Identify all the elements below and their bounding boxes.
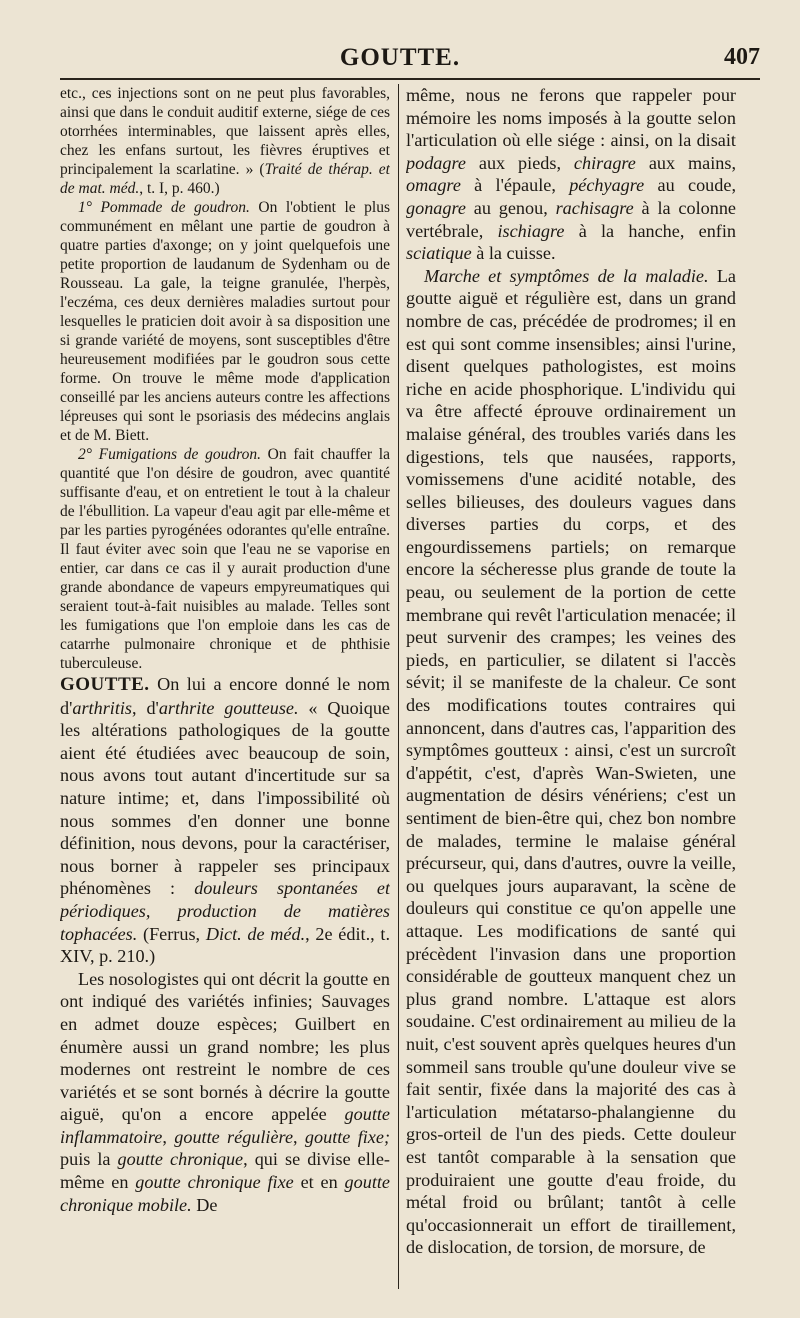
running-title: GOUTTE. — [339, 44, 461, 71]
paragraph-tar-fumigations: 2° Fumigations de goudron. On fait chauffer la quantité que l'on désire de goudron, avec quantité suffisante d'eau, et on entretient le tout à la chaleur de l'ébullition. La vapeur d'eau agit par elle-même et par les parties pyrogénées odorantes qu'elle entraîne. Il faut éviter avec soin que l'eau ne se vaporise en entier, car dans ce cas il y aurait production d'une grande abondance de vapeurs empyreumatiques qui seraient tout-à-fait nuisibles au malade. Telles sont les fumigations que l'on emploie dans les cas de catarrhe pulmonaire chronique et de phthisie tuberculeuse. — [60, 446, 390, 672]
section-subtitle: Marche et symptômes de la maladie. — [424, 265, 709, 286]
header-rule — [60, 78, 760, 80]
paragraph-goutte-names: même, nous ne ferons que rappeler pour mémoire les noms imposés à la goutte selon l'articulation où elle siége : ainsi, on la disait podagre aux pieds, chiragre aux mains, omagre à l'épaule, péchyagre au coude, gonagre au genou, rachisagre à la colonne vertébrale, ischiagre à la hanche, enfin sciatique à la cuisse. — [406, 85, 736, 264]
paragraph-nosologists: Les nosologistes qui ont décrit la goutte en ont indiqué des variétés infinies; Sauvages en admet douze espèces; Guilbert en énumère aussi un grand nombre; les plus modernes ont restreint le nombre de ces variétés et se sont bornés à décrire la goutte aiguë, qu'on a encore appelée goutte inflammatoire, goutte régulière, goutte fixe; puis la goutte chronique, qui se divise elle-même en goutte chronique fixe et en goutte chronique mobile. De — [60, 968, 390, 1215]
entry-heading: GOUTTE. — [60, 674, 150, 695]
paragraph-tar-ointment: 1° Pommade de goudron. On l'obtient le plus communément en mêlant une partie de goudron à quatre parties d'axonge; on y joint quelquefois une petite proportion de laudanum de Sydenham ou de Rousseau. La gale, la teigne granulée, l'herpès, l'eczéma, ces deux dernières maladies surtout pour lesquelles le praticien doit avoir à sa disposition une si grande variété de moyens, sont susceptibles d'être heureusement modifiées par le goudron sous cette forme. On trouve le même mode d'application conseillé par les anciens auteurs contre les affections lépreuses qui sont le psoriasis des médecins anglais et de M. Biett. — [60, 199, 390, 444]
right-column — [406, 84, 736, 1299]
paragraph-tar-injections: etc., ces injections sont on ne peut plus favorables, ainsi que dans le conduit auditif externe, siége de ces otorrhées interminables, que laissent après elles, chez les enfans surtout, les fièvres éruptives et principalement la scarlatine. » (Traité de thérap. et de mat. méd., t. I, p. 460.) — [60, 85, 390, 197]
left-column — [60, 84, 390, 1299]
page-number: 407 — [724, 44, 760, 70]
column-divider — [398, 84, 399, 1289]
paragraph-symptoms: Marche et symptômes de la maladie. La goutte aiguë et régulière est, dans un grand nombre de cas, précédée de prodromes; il en est qui sont comme insensibles; ainsi l'urine, disent quelques pathologistes, est moins riche en acide phosphorique. L'individu qui va être affecté éprouve ordinairement un malaise général, des troubles variés dans les digestions, tels que nausées, rapports, vomissemens d'une acidité notable, des selles bilieuses, des douleurs vagues dans diverses parties du corps, et des engourdissemens partiels; on remarque encore la sécheresse plus grande de toute la peau, ou seulement de la portion de cette membrane qui revêt l'articulation menacée; il peut survenir des crampes; les veines des pieds, en particulier, se dilatent si l'accès sévit; il se manifeste de la chaleur. Ce sont des modifications toutes contraires qui annoncent, dans d'autres cas, l'apparition des symptômes goutteux : ainsi, c'est un surcroît d'appétit, c'est, d'après Wan-Swieten, une augmentation de désirs vénériens; c'est un sentiment de bien-être qui, chez bon nombre de malades, termine le malaise général précurseur, qui, dans d'autres, ouvre la veille, ou quelques jours auparavant, la scène de douleurs qui constitue ce qu'on appelle une attaque. Les modifications de santé qui précèdent l'invasion dans une proportion considérable de goutteux manquent chez un plus grand nombre. L'attaque est alors soudaine. C'est ordinairement au milieu de la nuit, c'est souvent après quelques heures d'un sommeil sans trouble qu'une douleur vive se fait sentir, fixée dans la majorité des cas à l'articulation métatarso-phalangienne du gros-orteil de l'un des pieds. Cette douleur est tantôt comparable à la sensation que produiraient une goutte d'eau froide, du métal froid ou brûlant; tantôt à celle qu'occasionnerait un effort de tiraillement, de dislocation, de torsion, de morsure, de — [406, 265, 736, 1258]
paragraph-goutte-entry: GOUTTE. On lui a encore donné le nom d'arthritis, d'arthrite goutteuse. « Quoique les altérations pathologiques de la goutte aient été étudiées avec beaucoup de soin, nous avons tout autant d'incertitude sur sa nature intime; et, dans l'impossibilité où nous sommes d'en donner une bonne définition, nous devons, pour la caractériser, nous borner à rappeler ses principaux phénomènes : douleurs spontanées et périodiques, production de matières tophacées. (Ferrus, Dict. de méd., 2e édit., t. XIV, p. 210.) — [60, 674, 390, 967]
